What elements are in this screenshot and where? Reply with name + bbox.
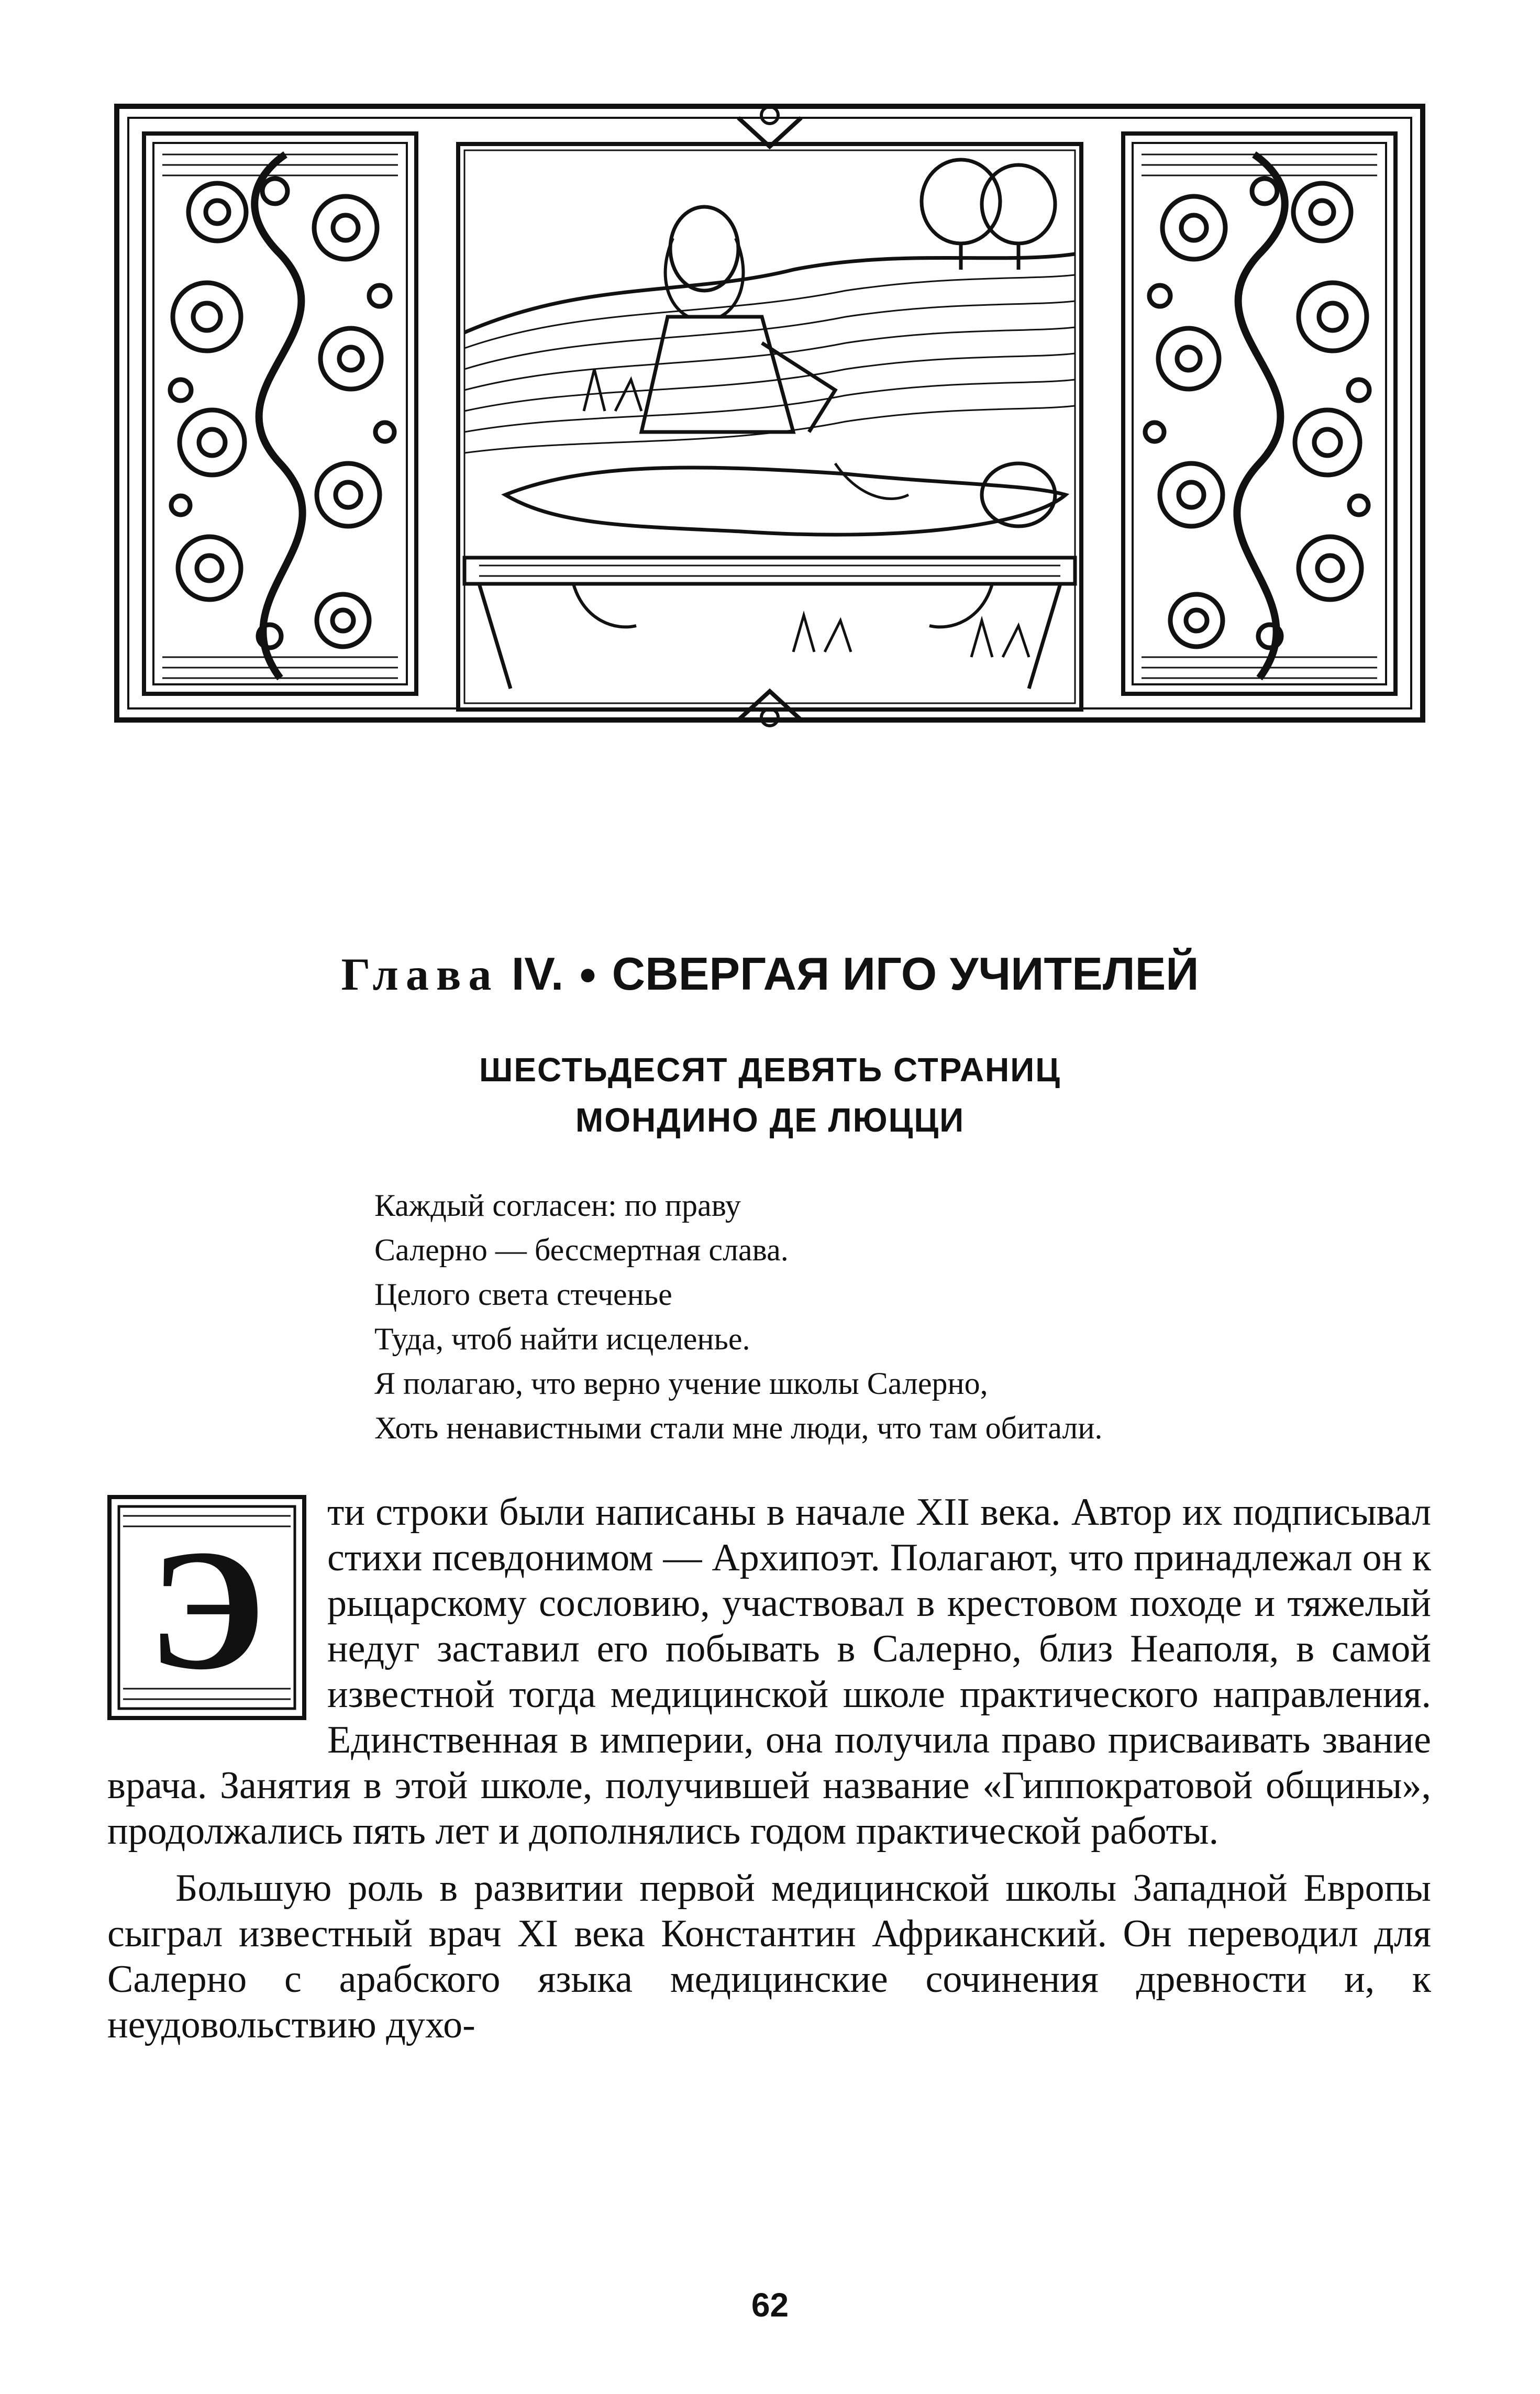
chapter-number: IV.	[511, 948, 564, 1000]
epigraph-line: Хоть ненавистными стали мне люди, что там обитали.	[374, 1411, 1103, 1445]
chapter-bullet: ●	[578, 956, 597, 991]
drop-cap-letter: Э	[148, 1514, 265, 1705]
body-text	[107, 1490, 1431, 2048]
epigraph-line: Каждый согласен: по праву	[374, 1188, 741, 1223]
epigraph-line: Салерно — бессмертная слава.	[374, 1233, 789, 1267]
drop-cap-initial	[107, 1495, 306, 1720]
epigraph-line: Туда, чтоб найти исцеленье.	[374, 1322, 750, 1356]
dissection-scene	[458, 107, 1081, 726]
paragraph-1: ти строки были написаны в начале XII века. Автор их подписывал стихи псевдонимом — Архипоэт. Полагают, что принадлежал он к рыцарскому сословию, участвовал в крестовом походе и тяжелый недуг заставил его побывать в Салерно, близ Неаполя, в самой известной тогда медицинской школе практического направления. Единственная в империи, она получила право присваивать звание врача. Занятия в этой школе, получившей название «Гиппократовой общины», продолжались пять лет и дополнялись годом практической работы.	[107, 1491, 1431, 1853]
epigraph	[374, 1183, 1369, 1450]
left-ornament-panel	[144, 134, 416, 694]
epigraph-line: Целого света стеченье	[374, 1277, 672, 1312]
chapter-prefix: Глава	[341, 949, 499, 1000]
paragraph-2: Большую роль в развитии первой медицинской школы Западной Европы сыграл известный врач XI века Константин Африканский. Он переводил для Салерно с арабского языка медицинские сочинения древности и, к неудовольствию духо-	[107, 1867, 1431, 2046]
section-title	[0, 1045, 1540, 1145]
chapter-heading	[0, 948, 1540, 1001]
page-number: 62	[751, 2286, 789, 2324]
woodcut-illustration	[113, 97, 1427, 730]
section-title-line-2: МОНДИНО ДЕ ЛЮЦЦИ	[575, 1101, 965, 1139]
right-ornament-panel	[1123, 134, 1395, 694]
chapter-title: СВЕРГАЯ ИГО УЧИТЕЛЕЙ	[612, 948, 1199, 1000]
section-title-line-1: ШЕСТЬДЕСЯТ ДЕВЯТЬ СТРАНИЦ	[479, 1051, 1061, 1089]
epigraph-line: Я полагаю, что верно учение школы Салерно,	[374, 1366, 988, 1401]
